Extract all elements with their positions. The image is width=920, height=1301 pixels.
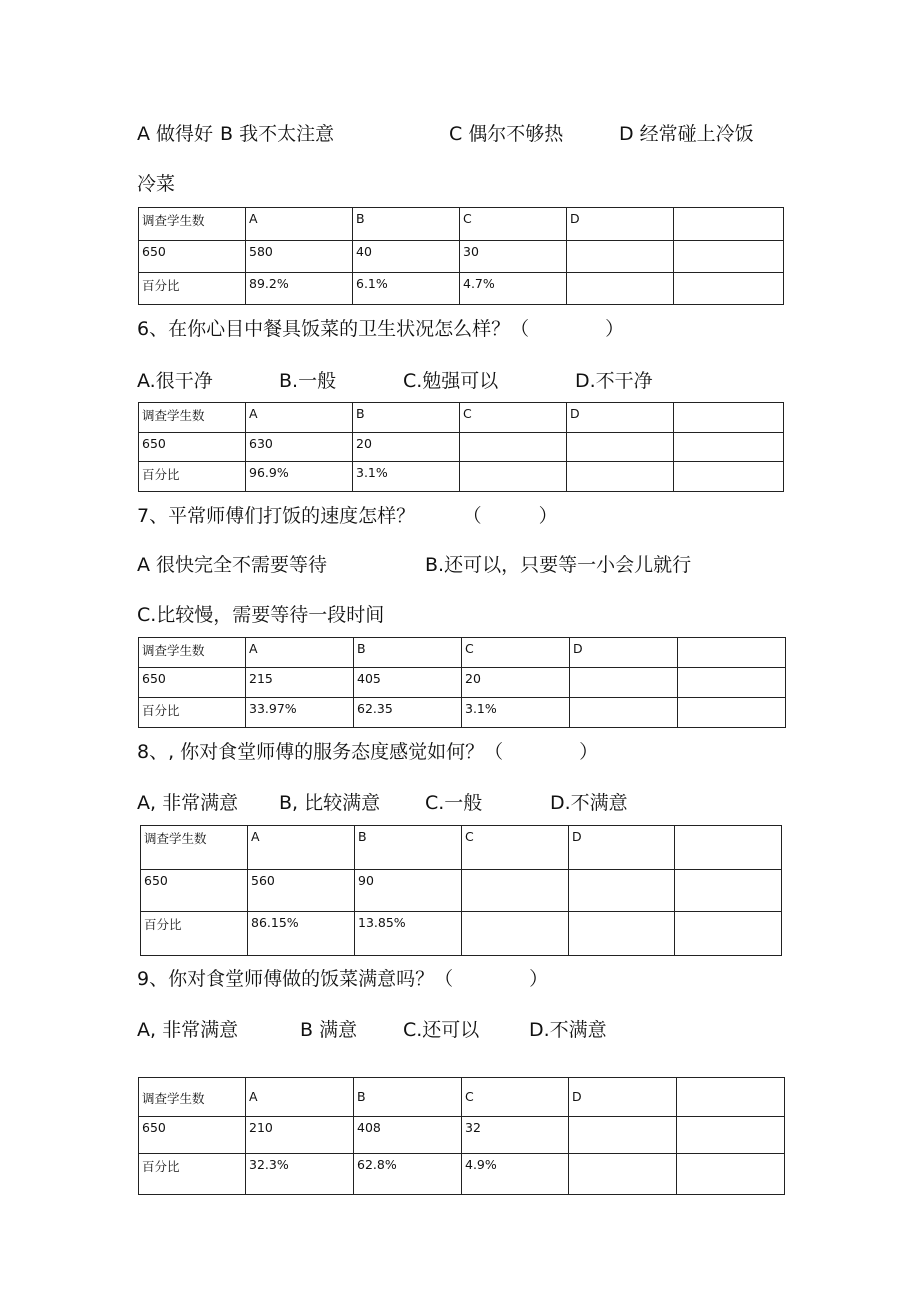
table-cell: B <box>353 403 460 433</box>
table-cell <box>674 462 784 492</box>
table-cell <box>569 1117 677 1154</box>
table-cell: 86.15% <box>248 912 355 956</box>
table-cell: A <box>246 208 353 241</box>
q5-option-c: C 偶尔不够热 <box>449 123 564 145</box>
table-cell: 90 <box>355 870 462 912</box>
table-cell: C <box>460 208 567 241</box>
table-cell: 3.1% <box>353 462 460 492</box>
table-cell: 调查学生数 <box>139 1078 246 1117</box>
q6-option-b: B.一般 <box>279 370 337 392</box>
table-cell: 405 <box>354 668 462 698</box>
table-row <box>139 433 784 462</box>
table-cell: 百分比 <box>139 273 246 305</box>
table-cell: 百分比 <box>139 698 246 728</box>
table-cell: 3.1% <box>462 698 570 728</box>
table-cell <box>677 1117 785 1154</box>
table-cell <box>567 462 674 492</box>
table-cell: 调查学生数 <box>139 638 246 668</box>
table-cell: C <box>462 826 569 870</box>
q6-question: 6、在你心目中餐具饭菜的卫生状况怎么样？（ ） <box>137 318 625 340</box>
table-cell: 30 <box>460 241 567 273</box>
table-cell: 4.7% <box>460 273 567 305</box>
table-cell <box>567 433 674 462</box>
table-cell: 62.8% <box>354 1154 462 1195</box>
table-cell: 百分比 <box>139 462 246 492</box>
table-cell <box>674 208 784 241</box>
table-cell: 408 <box>354 1117 462 1154</box>
table-cell <box>460 462 567 492</box>
table-cell: 650 <box>139 433 246 462</box>
table-cell: 百分比 <box>139 1154 246 1195</box>
q5-continuation: 冷菜 <box>137 173 176 195</box>
table-cell: 调查学生数 <box>139 208 246 241</box>
table-cell: 20 <box>353 433 460 462</box>
table-cell: 560 <box>248 870 355 912</box>
table-cell: 4.9% <box>462 1154 569 1195</box>
table-row <box>139 1078 785 1117</box>
table-cell: 13.85% <box>355 912 462 956</box>
q9-option-d: D.不满意 <box>529 1019 607 1041</box>
table-cell <box>675 826 782 870</box>
q9-question: 9、你对食堂师傅做的饭菜满意吗？（ ） <box>137 968 549 990</box>
q8-table <box>140 825 782 956</box>
table-row <box>141 912 782 956</box>
table-cell <box>567 273 674 305</box>
table-cell: D <box>567 403 674 433</box>
table-row <box>139 1117 785 1154</box>
table-cell: C <box>462 1078 569 1117</box>
table-cell: 96.9% <box>246 462 353 492</box>
table-cell: D <box>569 826 675 870</box>
q5-option-d: D 经常碰上冷饭 <box>619 123 754 145</box>
table-row <box>139 1154 785 1195</box>
table-cell <box>569 1154 677 1195</box>
q5-option-a: A 做得好 <box>137 123 214 145</box>
table-cell: 调查学生数 <box>139 403 246 433</box>
table-cell <box>569 870 675 912</box>
table-cell: 调查学生数 <box>141 826 248 870</box>
table-cell: A <box>246 1078 354 1117</box>
table-cell: 20 <box>462 668 570 698</box>
table-cell: B <box>355 826 462 870</box>
table-cell: D <box>570 638 678 668</box>
table-cell <box>567 241 674 273</box>
table-cell: 40 <box>353 241 460 273</box>
table-cell: 62.35 <box>354 698 462 728</box>
q5-option-b: B 我不太注意 <box>220 123 335 145</box>
table-cell <box>570 698 678 728</box>
q9-option-c: C.还可以 <box>403 1019 480 1041</box>
q8-option-c: C.一般 <box>425 792 483 814</box>
table-row <box>139 668 786 698</box>
table-cell <box>569 912 675 956</box>
q6-option-c: C.勉强可以 <box>403 370 499 392</box>
table-cell: D <box>569 1078 677 1117</box>
table-cell <box>677 1154 785 1195</box>
table-cell <box>678 668 786 698</box>
q7-question: 7、平常师傅们打饭的速度怎样？ （ ） <box>137 505 558 527</box>
table-cell: 百分比 <box>141 912 248 956</box>
q7-table <box>138 637 786 728</box>
table-cell: B <box>353 208 460 241</box>
table-cell: B <box>354 638 462 668</box>
table-cell <box>675 870 782 912</box>
q6-option-d: D.不干净 <box>575 370 653 392</box>
q5-table <box>138 207 784 305</box>
q8-option-d: D.不满意 <box>550 792 628 814</box>
table-row <box>141 826 782 870</box>
table-cell <box>677 1078 785 1117</box>
table-cell <box>674 241 784 273</box>
table-cell: B <box>354 1078 462 1117</box>
q6-option-a: A.很干净 <box>137 370 213 392</box>
table-cell: 650 <box>139 1117 246 1154</box>
table-cell: A <box>246 403 353 433</box>
table-row <box>139 241 784 273</box>
table-row <box>139 273 784 305</box>
q8-option-b: B, 比较满意 <box>279 792 381 814</box>
table-cell: 33.97% <box>246 698 354 728</box>
table-cell: 650 <box>139 241 246 273</box>
table-row <box>139 698 786 728</box>
table-cell: 650 <box>141 870 248 912</box>
table-cell <box>462 870 569 912</box>
q6-table <box>138 402 784 492</box>
table-cell: 210 <box>246 1117 354 1154</box>
table-cell: D <box>567 208 674 241</box>
table-cell <box>674 273 784 305</box>
table-cell: 650 <box>139 668 246 698</box>
table-cell <box>674 433 784 462</box>
q9-table <box>138 1077 785 1195</box>
q9-option-b: B 满意 <box>300 1019 358 1041</box>
q7-option-b: B.还可以，只要等一小会儿就行 <box>425 554 692 576</box>
table-cell: 580 <box>246 241 353 273</box>
q8-question: 8、, 你对食堂师傅的服务态度感觉如何？（ ） <box>137 741 599 763</box>
table-row <box>141 870 782 912</box>
table-cell: A <box>248 826 355 870</box>
q7-option-c: C.比较慢，需要等待一段时间 <box>137 604 385 626</box>
table-cell <box>674 403 784 433</box>
table-row <box>139 403 784 433</box>
table-cell: 215 <box>246 668 354 698</box>
q7-option-a: A 很快完全不需要等待 <box>137 554 328 576</box>
table-cell: 32.3% <box>246 1154 354 1195</box>
table-cell <box>462 912 569 956</box>
table-cell: 630 <box>246 433 353 462</box>
q8-option-a: A, 非常满意 <box>137 792 239 814</box>
table-row <box>139 208 784 241</box>
table-cell: A <box>246 638 354 668</box>
table-cell <box>460 433 567 462</box>
table-cell <box>678 638 786 668</box>
table-cell: 32 <box>462 1117 569 1154</box>
table-cell: C <box>462 638 570 668</box>
table-cell: C <box>460 403 567 433</box>
table-row <box>139 638 786 668</box>
table-cell <box>678 698 786 728</box>
table-cell <box>675 912 782 956</box>
table-cell: 6.1% <box>353 273 460 305</box>
table-cell <box>570 668 678 698</box>
q9-option-a: A, 非常满意 <box>137 1019 239 1041</box>
table-cell: 89.2% <box>246 273 353 305</box>
table-row <box>139 462 784 492</box>
